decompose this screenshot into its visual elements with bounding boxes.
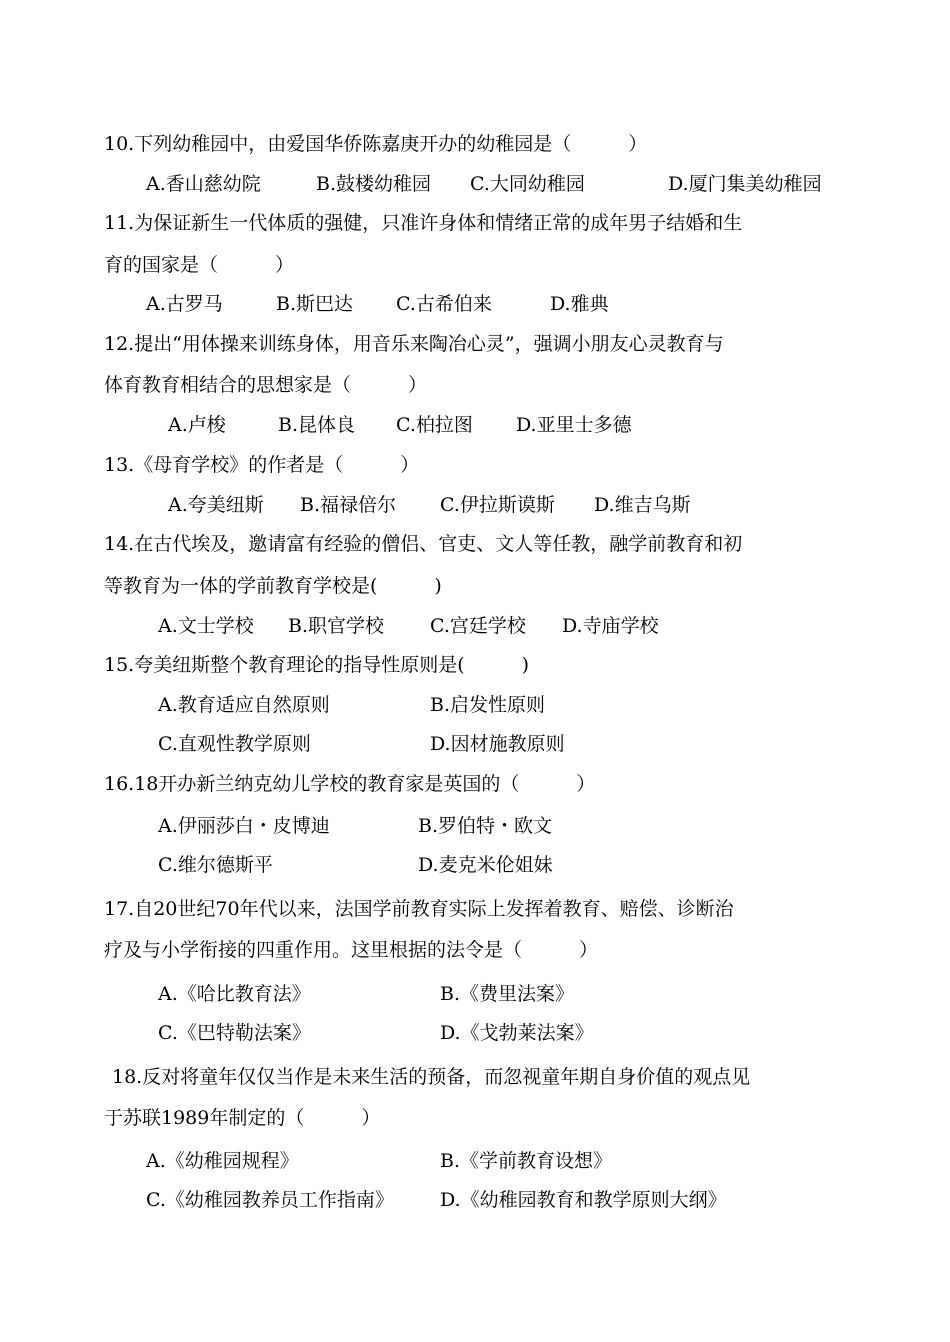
question-18-option-a: A.《幼稚园规程》 <box>146 1150 299 1172</box>
question-13-option-d: D.维吉乌斯 <box>594 494 691 516</box>
question-15-option-d: D.因材施教原则 <box>430 733 565 755</box>
question-14-option-b: B.职官学校 <box>288 615 385 637</box>
question-11-option-c: C.古希伯来 <box>396 293 492 315</box>
question-11-line-2: 育的国家是（ ） <box>104 254 295 276</box>
question-13-option-b: B.福禄倍尔 <box>300 494 397 516</box>
question-12-line-2: 体育教育相结合的思想家是（ ） <box>104 374 428 396</box>
question-18-line-1: 18.反对将童年仅仅当作是未来生活的预备，而忽视童年期自身价值的观点见 <box>112 1066 751 1088</box>
question-15-option-c: C.直观性教学原则 <box>158 733 311 755</box>
question-16-option-a: A.伊丽莎白・皮博迪 <box>158 815 330 837</box>
question-12-option-a: A.卢梭 <box>168 414 226 436</box>
question-18-option-c: C.《幼稚园教养员工作指南》 <box>146 1189 394 1211</box>
question-12-option-c: C.柏拉图 <box>396 414 473 436</box>
question-17-option-c: C.《巴特勒法案》 <box>158 1022 311 1044</box>
question-13-option-c: C.伊拉斯谟斯 <box>440 494 555 516</box>
question-11-option-b: B.斯巴达 <box>276 293 354 315</box>
question-18-option-d: D.《幼稚园教育和教学原则大纲》 <box>440 1189 727 1211</box>
question-18-line-2: 于苏联1989年制定的（ ） <box>104 1107 381 1129</box>
question-14-line-1: 14.在古代埃及，邀请富有经验的僧侣、官吏、文人等任教，融学前教育和初 <box>104 533 743 555</box>
question-11-option-d: D.雅典 <box>550 293 609 315</box>
question-10-option-d: D.厦门集美幼稚园 <box>668 173 822 195</box>
question-17-option-b: B.《费里法案》 <box>440 983 575 1005</box>
question-17-line-1: 17.自20世纪70年代以来，法国学前教育实际上发挥着教育、赔偿、诊断治 <box>104 898 734 920</box>
question-15-option-b: B.启发性原则 <box>430 694 546 716</box>
question-14-option-c: C.宫廷学校 <box>430 615 526 637</box>
question-10-option-a: A.香山慈幼院 <box>146 173 261 195</box>
question-12-line-1: 12.提出“用体操来训练身体，用音乐来陶冶心灵”，强调小朋友心灵教育与 <box>104 333 724 355</box>
question-15-line-1: 15.夸美纽斯整个教育理论的指导性原则是( ) <box>104 654 530 676</box>
question-17-option-a: A.《哈比教育法》 <box>158 983 311 1005</box>
question-13-line-1: 13.《母育学校》的作者是（ ） <box>104 454 420 476</box>
question-16-option-b: B.罗伯特・欧文 <box>418 815 553 837</box>
question-10-line-1: 10.下列幼稚园中，由爱国华侨陈嘉庚开办的幼稚园是（ ） <box>104 133 648 155</box>
question-11-line-1: 11.为保证新生一代体质的强健，只准许身体和情绪正常的成年男子结婚和生 <box>104 212 743 234</box>
question-18-option-b: B.《学前教育设想》 <box>440 1150 613 1172</box>
question-14-option-a: A.文士学校 <box>158 615 254 637</box>
question-10-option-c: C.大同幼稚园 <box>470 173 585 195</box>
question-11-option-a: A.古罗马 <box>146 293 223 315</box>
question-16-option-c: C.维尔德斯平 <box>158 854 273 876</box>
question-14-line-2: 等教育为一体的学前教育学校是( ) <box>104 575 442 597</box>
question-12-option-b: B.昆体良 <box>278 414 356 436</box>
question-16-option-d: D.麦克米伦姐妹 <box>418 854 553 876</box>
question-15-option-a: A.教育适应自然原则 <box>158 694 330 716</box>
question-17-line-2: 疗及与小学衔接的四重作用。这里根据的法令是（ ） <box>104 939 599 961</box>
question-12-option-d: D.亚里士多德 <box>516 414 632 436</box>
question-13-option-a: A.夸美纽斯 <box>168 494 264 516</box>
question-14-option-d: D.寺庙学校 <box>562 615 659 637</box>
question-10-option-b: B.鼓楼幼稚园 <box>316 173 432 195</box>
question-17-option-d: D.《戈勃莱法案》 <box>440 1022 594 1044</box>
question-16-line-1: 16.18开办新兰纳克幼儿学校的教育家是英国的（ ） <box>104 773 596 795</box>
